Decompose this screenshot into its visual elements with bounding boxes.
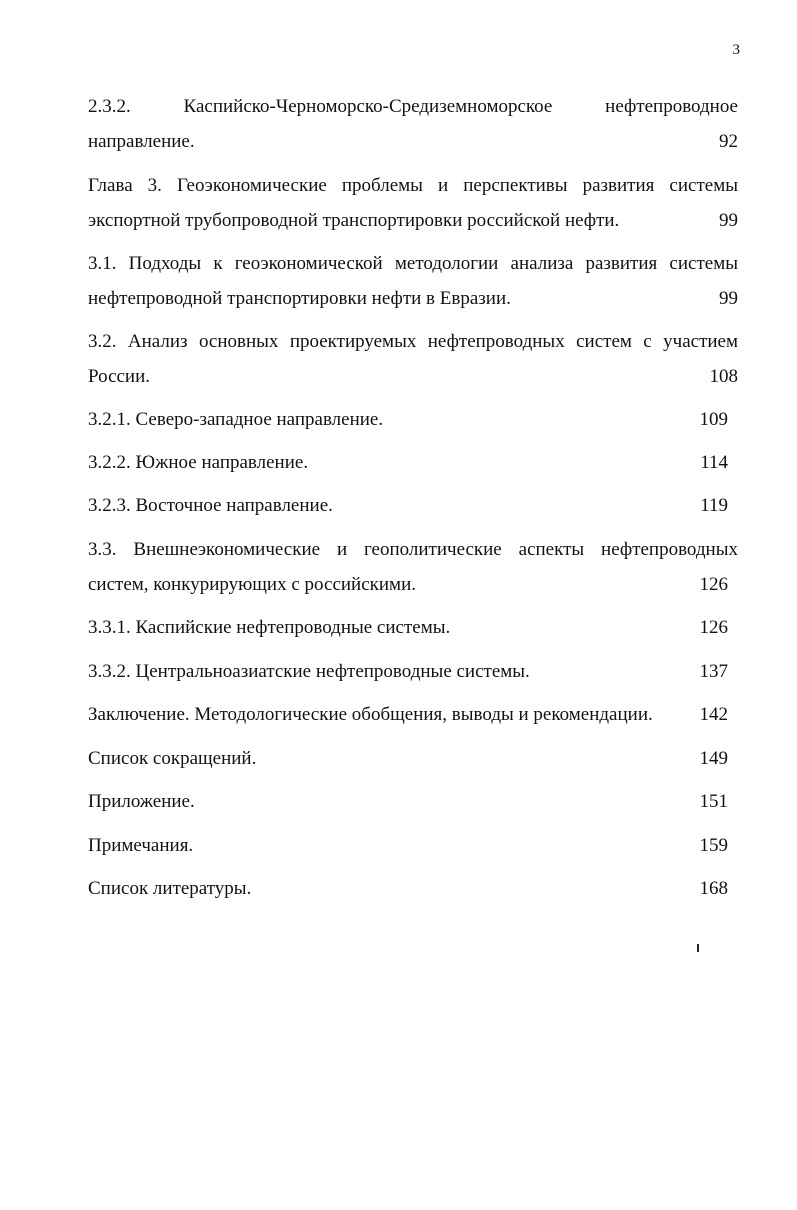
toc-entry (88, 748, 738, 770)
toc-entry (88, 661, 738, 683)
page-number: 3 (732, 42, 740, 58)
toc-entry (88, 175, 738, 232)
toc-entry-page: 126 (699, 574, 728, 595)
toc-entry-title-line-1: 3.3. Внешнеэкономические и геополитические аспекты нефтепроводных (88, 539, 738, 560)
toc-entry-title-line-2: России. (88, 366, 151, 387)
toc-entry-title-line-2: экспортной трубопроводной транспортировки российской нефти. (88, 210, 620, 231)
toc-entry-page: 149 (699, 748, 728, 769)
toc-entry-title-line-1: Глава 3. Геоэкономические проблемы и перспективы развития системы (88, 175, 738, 196)
toc-entry-title: Заключение. Методологические обобщения, выводы и рекомендации. (88, 704, 653, 725)
toc-entry-title-line-1: 3.1. Подходы к геоэкономической методологии анализа развития системы (88, 253, 738, 274)
toc-entry-page: 159 (699, 835, 728, 856)
toc-entry-page: 99 (719, 210, 738, 231)
scan-speck (697, 944, 699, 952)
toc-entry (88, 539, 738, 596)
toc-entry-page: 119 (700, 495, 728, 516)
toc-entry (88, 331, 738, 388)
toc-entry-page: 126 (699, 617, 728, 638)
toc-entry-title-line-2: направление. (88, 131, 195, 152)
toc-entry-line (88, 661, 738, 683)
toc-entry-page: 168 (699, 878, 728, 899)
toc-entry-last-line (88, 288, 738, 310)
toc-entry-page: 99 (719, 288, 738, 309)
toc-entry-line (88, 878, 738, 900)
toc-entry-page: 151 (699, 791, 728, 812)
toc-entry (88, 253, 738, 310)
toc-entry-title: Приложение. (88, 791, 195, 812)
toc-entry-page: 137 (699, 661, 728, 682)
toc-entry-line (88, 617, 738, 639)
toc-entry-line (88, 748, 738, 770)
toc-entry-title-line-1: 3.2. Анализ основных проектируемых нефтепроводных систем с участием (88, 331, 738, 352)
toc-entry-title: 3.2.2. Южное направление. (88, 452, 309, 473)
toc-entry-page: 142 (699, 704, 728, 725)
toc-entry-title: Список литературы. (88, 878, 252, 899)
toc-entry-title: Список сокращений. (88, 748, 257, 769)
toc-entry (88, 96, 738, 153)
toc-entry-line (88, 409, 738, 431)
toc-entry-page: 92 (719, 131, 738, 152)
toc-entry-title: Примечания. (88, 835, 194, 856)
toc-entry-line (88, 495, 738, 517)
toc-entry-last-line (88, 574, 738, 596)
toc-entry (88, 704, 738, 726)
toc-entry-page: 108 (709, 366, 738, 387)
toc-entry-last-line (88, 210, 738, 232)
toc-entry-title: 3.3.1. Каспийские нефтепроводные системы. (88, 617, 451, 638)
toc-entry-title-line-2: систем, конкурирующих с российскими. (88, 574, 416, 595)
toc-entry (88, 878, 738, 900)
toc-entry-last-line (88, 366, 738, 388)
toc-entry-title-line-2: нефтепроводной транспортировки нефти в Евразии. (88, 288, 511, 309)
toc-entry (88, 452, 738, 474)
toc-entry (88, 791, 738, 813)
toc-entry-page: 114 (700, 452, 728, 473)
toc-entry-title: 3.2.1. Северо-западное направление. (88, 409, 384, 430)
toc-entry-line (88, 452, 738, 474)
toc-entry-page: 109 (699, 409, 728, 430)
toc-entry-title: 3.3.2. Центральноазиатские нефтепроводные системы. (88, 661, 530, 682)
toc-entry-last-line (88, 131, 738, 153)
toc-entry-line (88, 791, 738, 813)
toc-entry (88, 835, 738, 857)
toc-entry-line (88, 704, 738, 726)
toc-entry (88, 409, 738, 431)
toc-entry (88, 495, 738, 517)
toc-entry-title: 3.2.3. Восточное направление. (88, 495, 333, 516)
toc-entry (88, 617, 738, 639)
toc-entry-line (88, 835, 738, 857)
toc-entry-title-line-1: 2.3.2. Каспийско-Черноморско-Средиземноморское нефтепроводное (88, 96, 738, 117)
